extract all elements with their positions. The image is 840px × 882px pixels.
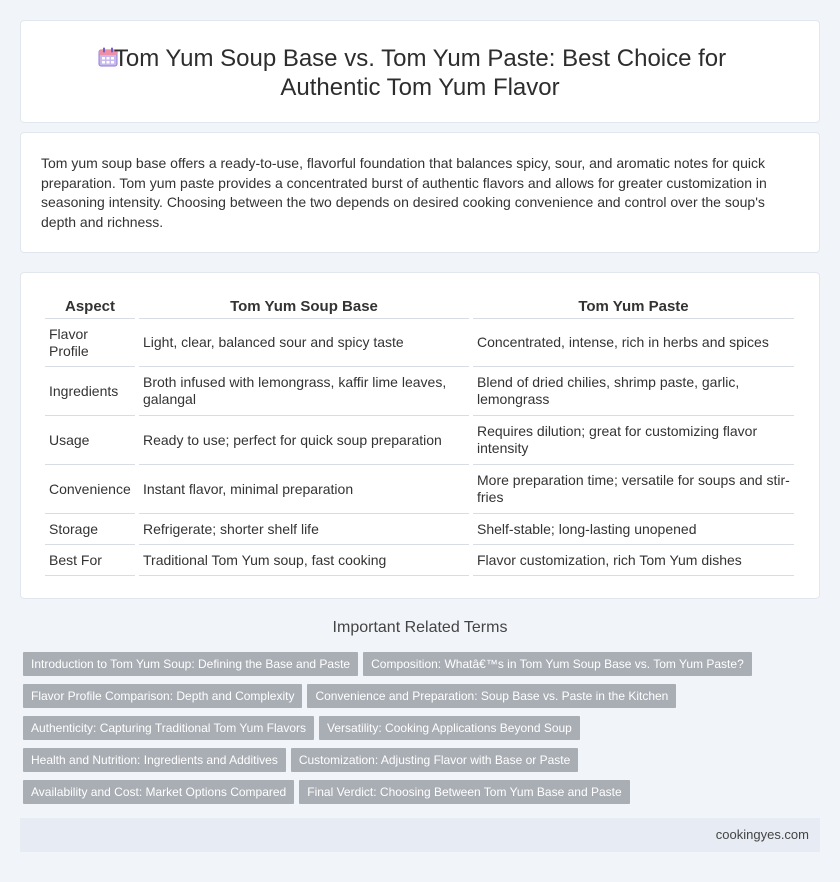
paste-cell: Shelf-stable; long-lasting unopened	[473, 514, 794, 545]
table-row	[45, 545, 794, 576]
aspect-cell: Storage	[45, 514, 135, 545]
paste-cell: More preparation time; versatile for soups and stir-fries	[473, 465, 794, 514]
paste-cell: Concentrated, intense, rich in herbs and spices	[473, 319, 794, 367]
soup-base-cell: Light, clear, balanced sour and spicy taste	[139, 319, 469, 367]
aspect-cell: Usage	[45, 416, 135, 465]
header-aspect: Aspect	[45, 295, 135, 319]
related-tag[interactable]: Introduction to Tom Yum Soup: Defining the Base and Paste	[23, 652, 358, 676]
page-title-line-2: Authentic Tom Yum Flavor	[280, 74, 560, 101]
related-tag[interactable]: Composition: Whatâ€™s in Tom Yum Soup Base vs. Tom Yum Paste?	[363, 652, 752, 676]
paste-cell: Blend of dried chilies, shrimp paste, garlic, lemongrass	[473, 367, 794, 416]
header-card	[20, 20, 820, 123]
related-tag[interactable]: Versatility: Cooking Applications Beyond Soup	[319, 716, 580, 740]
aspect-cell: Convenience	[45, 465, 135, 514]
table-row	[45, 416, 794, 465]
comparison-card	[20, 272, 820, 599]
related-tag[interactable]: Convenience and Preparation: Soup Base vs. Paste in the Kitchen	[307, 684, 676, 708]
related-tag[interactable]: Final Verdict: Choosing Between Tom Yum Base and Paste	[299, 780, 629, 804]
table-row	[45, 514, 794, 545]
related-tag[interactable]: Availability and Cost: Market Options Compared	[23, 780, 294, 804]
related-terms-title: Important Related Terms	[332, 619, 508, 636]
header-paste: Tom Yum Paste	[473, 295, 794, 319]
related-tag[interactable]: Health and Nutrition: Ingredients and Additives	[23, 748, 286, 772]
paste-cell: Requires dilution; great for customizing flavor intensity	[473, 416, 794, 465]
soup-base-cell: Refrigerate; shorter shelf life	[139, 514, 469, 545]
related-tag[interactable]: Flavor Profile Comparison: Depth and Complexity	[23, 684, 302, 708]
aspect-cell: Ingredients	[45, 367, 135, 416]
soup-base-cell: Traditional Tom Yum soup, fast cooking	[139, 545, 469, 576]
aspect-cell: Best For	[45, 545, 135, 576]
related-tag[interactable]: Customization: Adjusting Flavor with Base or Paste	[291, 748, 578, 772]
table-row	[45, 367, 794, 416]
table-row	[45, 319, 794, 367]
intro-card	[20, 132, 820, 253]
aspect-cell: Flavor Profile	[45, 319, 135, 367]
soup-base-cell: Broth infused with lemongrass, kaffir lime leaves, galangal	[139, 367, 469, 416]
footer-site[interactable]: cookingyes.com	[715, 827, 809, 842]
header-soup-base: Tom Yum Soup Base	[139, 295, 469, 319]
page-title	[21, 44, 819, 102]
related-tag[interactable]: Authenticity: Capturing Traditional Tom Yum Flavors	[23, 716, 314, 740]
footer	[20, 818, 820, 852]
paste-cell: Flavor customization, rich Tom Yum dishes	[473, 545, 794, 576]
soup-base-cell: Ready to use; perfect for quick soup preparation	[139, 416, 469, 465]
soup-base-cell: Instant flavor, minimal preparation	[139, 465, 469, 514]
table-row	[45, 465, 794, 514]
table-header-row	[45, 295, 794, 319]
related-terms-tags	[23, 652, 803, 812]
page-title-line-1: Tom Yum Soup Base vs. Tom Yum Paste: Best Choice for	[113, 45, 727, 72]
comparison-table	[41, 295, 798, 576]
intro-paragraph: Tom yum soup base offers a ready-to-use, flavorful foundation that balances spicy, sour, and aromatic notes for quick preparation. Tom yum paste provides a concentrated burst of authentic flavors and allows for greater customization in seasoning intensity. Choosing between the two depends on desired cooking convenience and control over the soup's depth and richness.	[41, 155, 767, 230]
